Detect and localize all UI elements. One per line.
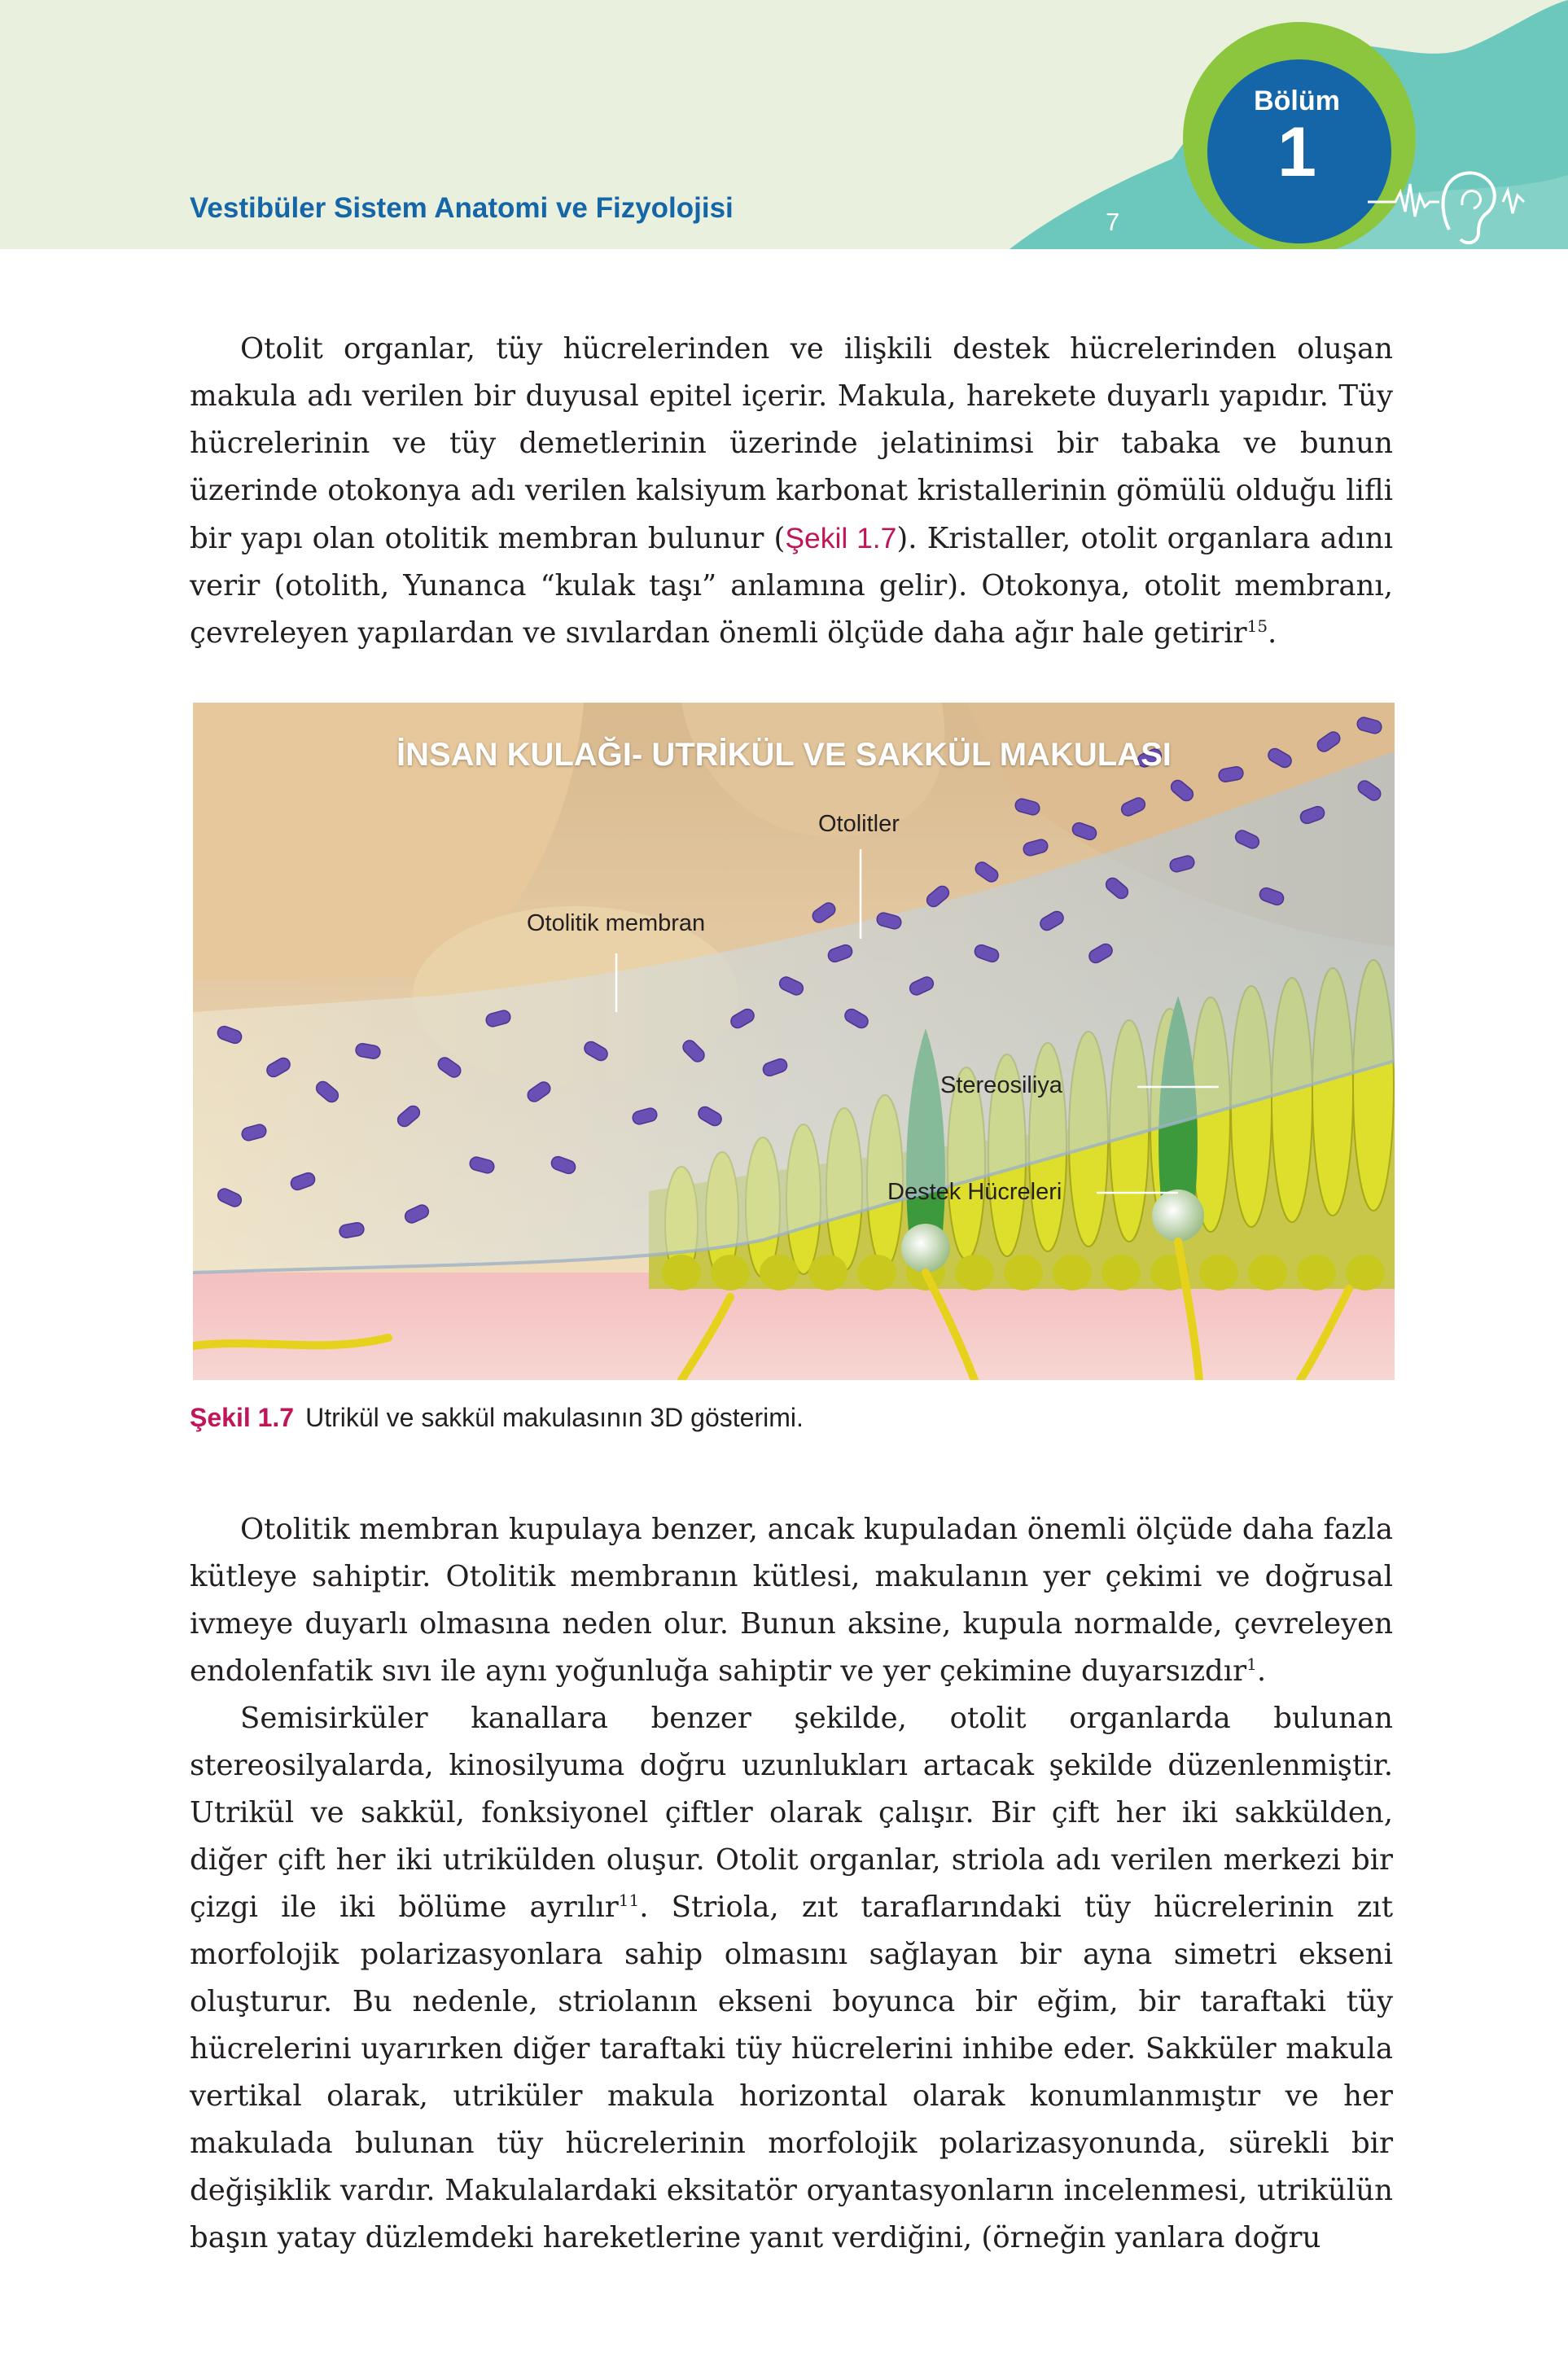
figure-illustration [193, 703, 1395, 1380]
label-otolitik-membran: Otolitik membran [527, 910, 706, 936]
label-otolitler: Otolitler [818, 811, 900, 837]
citation-superscript: 15 [1246, 616, 1268, 637]
chapter-number: 1 [1277, 113, 1316, 191]
ear-soundwave-icon [1364, 160, 1527, 249]
label-stereosiliya: Stereosiliya [940, 1072, 1062, 1098]
citation-superscript: 11 [618, 1891, 640, 1911]
citation-superscript: 1 [1246, 1654, 1257, 1675]
page-number: 7 [1106, 208, 1120, 236]
page-header [0, 0, 1568, 249]
running-title: Vestibüler Sistem Anatomi ve Fizyolojisi [190, 192, 734, 224]
paragraph-3: Semisirküler kanallara benzer şekilde, otolit organlarda bulunan stereosilyalarda, kinosilyuma doğru uzunlukları artacak şekilde düzenlenmiştir. Utrikül ve sakkül, fonksiyonel çiftler olarak çalışır. Bir çift her iki sakkülden, diğer çift her iki utrikülden oluşur. Otolit organlar, striola adı verilen merkezi bir çizgi ile iki bölüme ayrılır$^{11}$. Striola, zıt taraflarındaki tüy hücrelerinin zıt morfolojik polarizasyonlara sahip olmasını sağlayan bir ayna simetri ekseni oluşturur. Bu nedenle, striolanın ekseni boyunca bir eğim, bir taraftaki tüy hücrelerini uyarırken diğer taraftaki tüy hücrelerini inhibe eder. Sakküler makula vertikal olarak, utriküler makula horizontal olarak konumlanmıştır ve her makulada bulunan tüy hücrelerinin morfolojik polarizasyonunda, sürekli bir değişiklik vardır. Makulalardaki eksitatör oryantasyonların incelenmesi, utrikülün başın yatay düzlemdeki hareketlerine yanıt verdiğini, (örneğin yanlara doğru [190, 1702, 1393, 2254]
macula-illustration [193, 703, 1395, 1380]
figure-title: İNSAN KULAĞI- UTRİKÜL VE SAKKÜL MAKULASI [396, 737, 1172, 773]
paragraph-2: Otolitik membran kupulaya benzer, ancak kupuladan önemli ölçüde daha fazla kütleye sahiptir. Otolitik membranın kütlesi, makulanın yer çekimi ve doğrusal ivmeye duyarlı olmasına neden olur. Bunun aksine, kupula normalde, çevreleyen endolenfatik sıvı ile aynı yoğunluğa sahiptir ve yer çekimine duyarsızdır$^1$. [190, 1513, 1393, 1688]
paragraph-1: Otolit organlar, tüy hücrelerinden ve ilişkili destek hücrelerinden oluşan makula adı verilen bir duyusal epitel içerir. Makula, harekete duyarlı yapıdır. Tüy hücrelerinin ve tüy demetlerinin üzerinde jelatinimsi bir tabaka ve bunun üzerinde otokonya adı verilen kalsiyum karbonat kristallerinin gömülü olduğu lifli bir yapı olan otolitik membran bulunur (Şekil 1.7). Kristaller, otolit organlara adını verir (otolith, Yunanca “kulak taşı” anlamına gelir). Otokonya, otolit membranı, çevreleyen yapılardan ve sıvılardan önemli ölçüde daha ağır hale getirir$^{15}$. [190, 332, 1393, 650]
chapter-label: Bölüm [1254, 85, 1340, 116]
caption-text: Utrikül ve sakkül makulasının 3D gösterimi. [305, 1403, 804, 1432]
label-destek-hucreleri: Destek Hücreleri [887, 1179, 1062, 1205]
figure-reference-link[interactable]: Şekil 1.7 [785, 522, 897, 554]
figure-caption [190, 1403, 804, 1433]
figure-number: Şekil 1.7 [190, 1403, 295, 1432]
